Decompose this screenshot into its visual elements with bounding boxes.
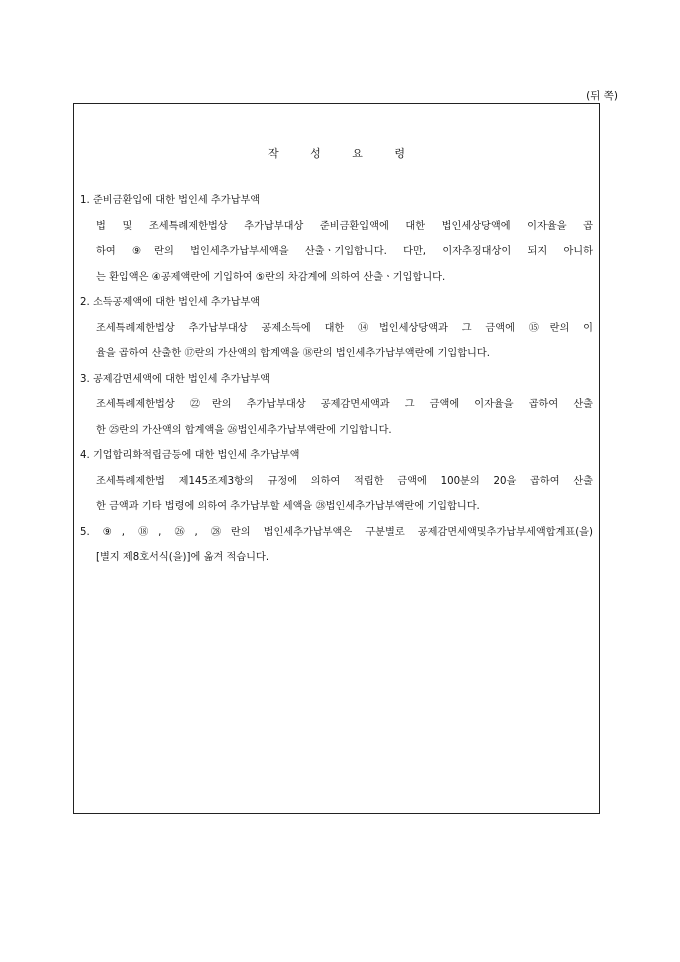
instruction-heading: 2. 소득공제액에 대한 법인세 추가납부액: [80, 297, 261, 308]
instruction-line: 하여 ⑨란의 법인세추가납부세액을 산출ㆍ기입합니다. 다만, 이자추징대상이 되지 아니하: [96, 246, 593, 257]
instruction-line: 조세특례제한법상 추가납부대상 공제소득에 대한 ⑭법인세상당액과 그 금액에 ⑮란의 이: [96, 322, 593, 334]
instruction-line: 한 금액과 기타 법령에 의하여 추가납부할 세액을 ㉘법인세추가납부액란에 기입합니다.: [96, 501, 480, 512]
instruction-heading: 4. 기업합리화적립금등에 대한 법인세 추가납부액: [80, 450, 300, 461]
instructions-list: [80, 188, 593, 571]
instruction-item-5: [80, 520, 593, 571]
instruction-line: 법 및 조세특례제한법상 추가납부대상 준비금환입액에 대한 법인세상당액에 이자율을 곱: [96, 220, 593, 232]
instruction-body: [80, 316, 593, 367]
instruction-line: 5. ⑨, ⑱, ㉖, ㉘란의 법인세추가납부액은 구분별로 공제감면세액및추가납부세액합계표(을): [80, 526, 593, 538]
instruction-item-3: [80, 367, 593, 444]
instruction-line: 한 ㉕란의 가산액의 합계액을 ㉖법인세추가납부액란에 기입합니다.: [96, 424, 392, 436]
instruction-item-1: [80, 188, 593, 290]
instruction-heading: 3. 공제감면세액에 대한 법인세 추가납부액: [80, 373, 270, 385]
instruction-line: 는 환입액은 ④공제액란에 기입하여 ⑤란의 차감계에 의하여 산출ㆍ기입합니다.: [96, 271, 446, 283]
instruction-line: 조세특례제한법 제145조제3항의 규정에 의하여 적립한 금액에 100분의 20을 곱하여 산출: [96, 475, 593, 487]
page-title: 작 성 요 령: [268, 147, 419, 160]
instruction-line: 조세특례제한법상 ㉒란의 추가납부대상 공제감면세액과 그 금액에 이자율을 곱하여 산출: [96, 399, 593, 410]
instruction-item-4: [80, 443, 593, 520]
instruction-body: [80, 214, 593, 291]
instruction-item-2: [80, 290, 593, 367]
instruction-body: [80, 469, 593, 520]
instruction-body: [80, 392, 593, 443]
page-side-label: (뒤 쪽): [586, 90, 618, 102]
instruction-heading: 1. 준비금환입에 대한 법인세 추가납부액: [80, 195, 261, 206]
instruction-line: [별지 제8호서식(을)]에 옮겨 적습니다.: [96, 552, 270, 563]
instruction-line: 율을 곱하여 산출한 ⑰란의 가산액의 합계액을 ⑱란의 법인세추가납부액란에 기입합니다.: [96, 348, 490, 359]
